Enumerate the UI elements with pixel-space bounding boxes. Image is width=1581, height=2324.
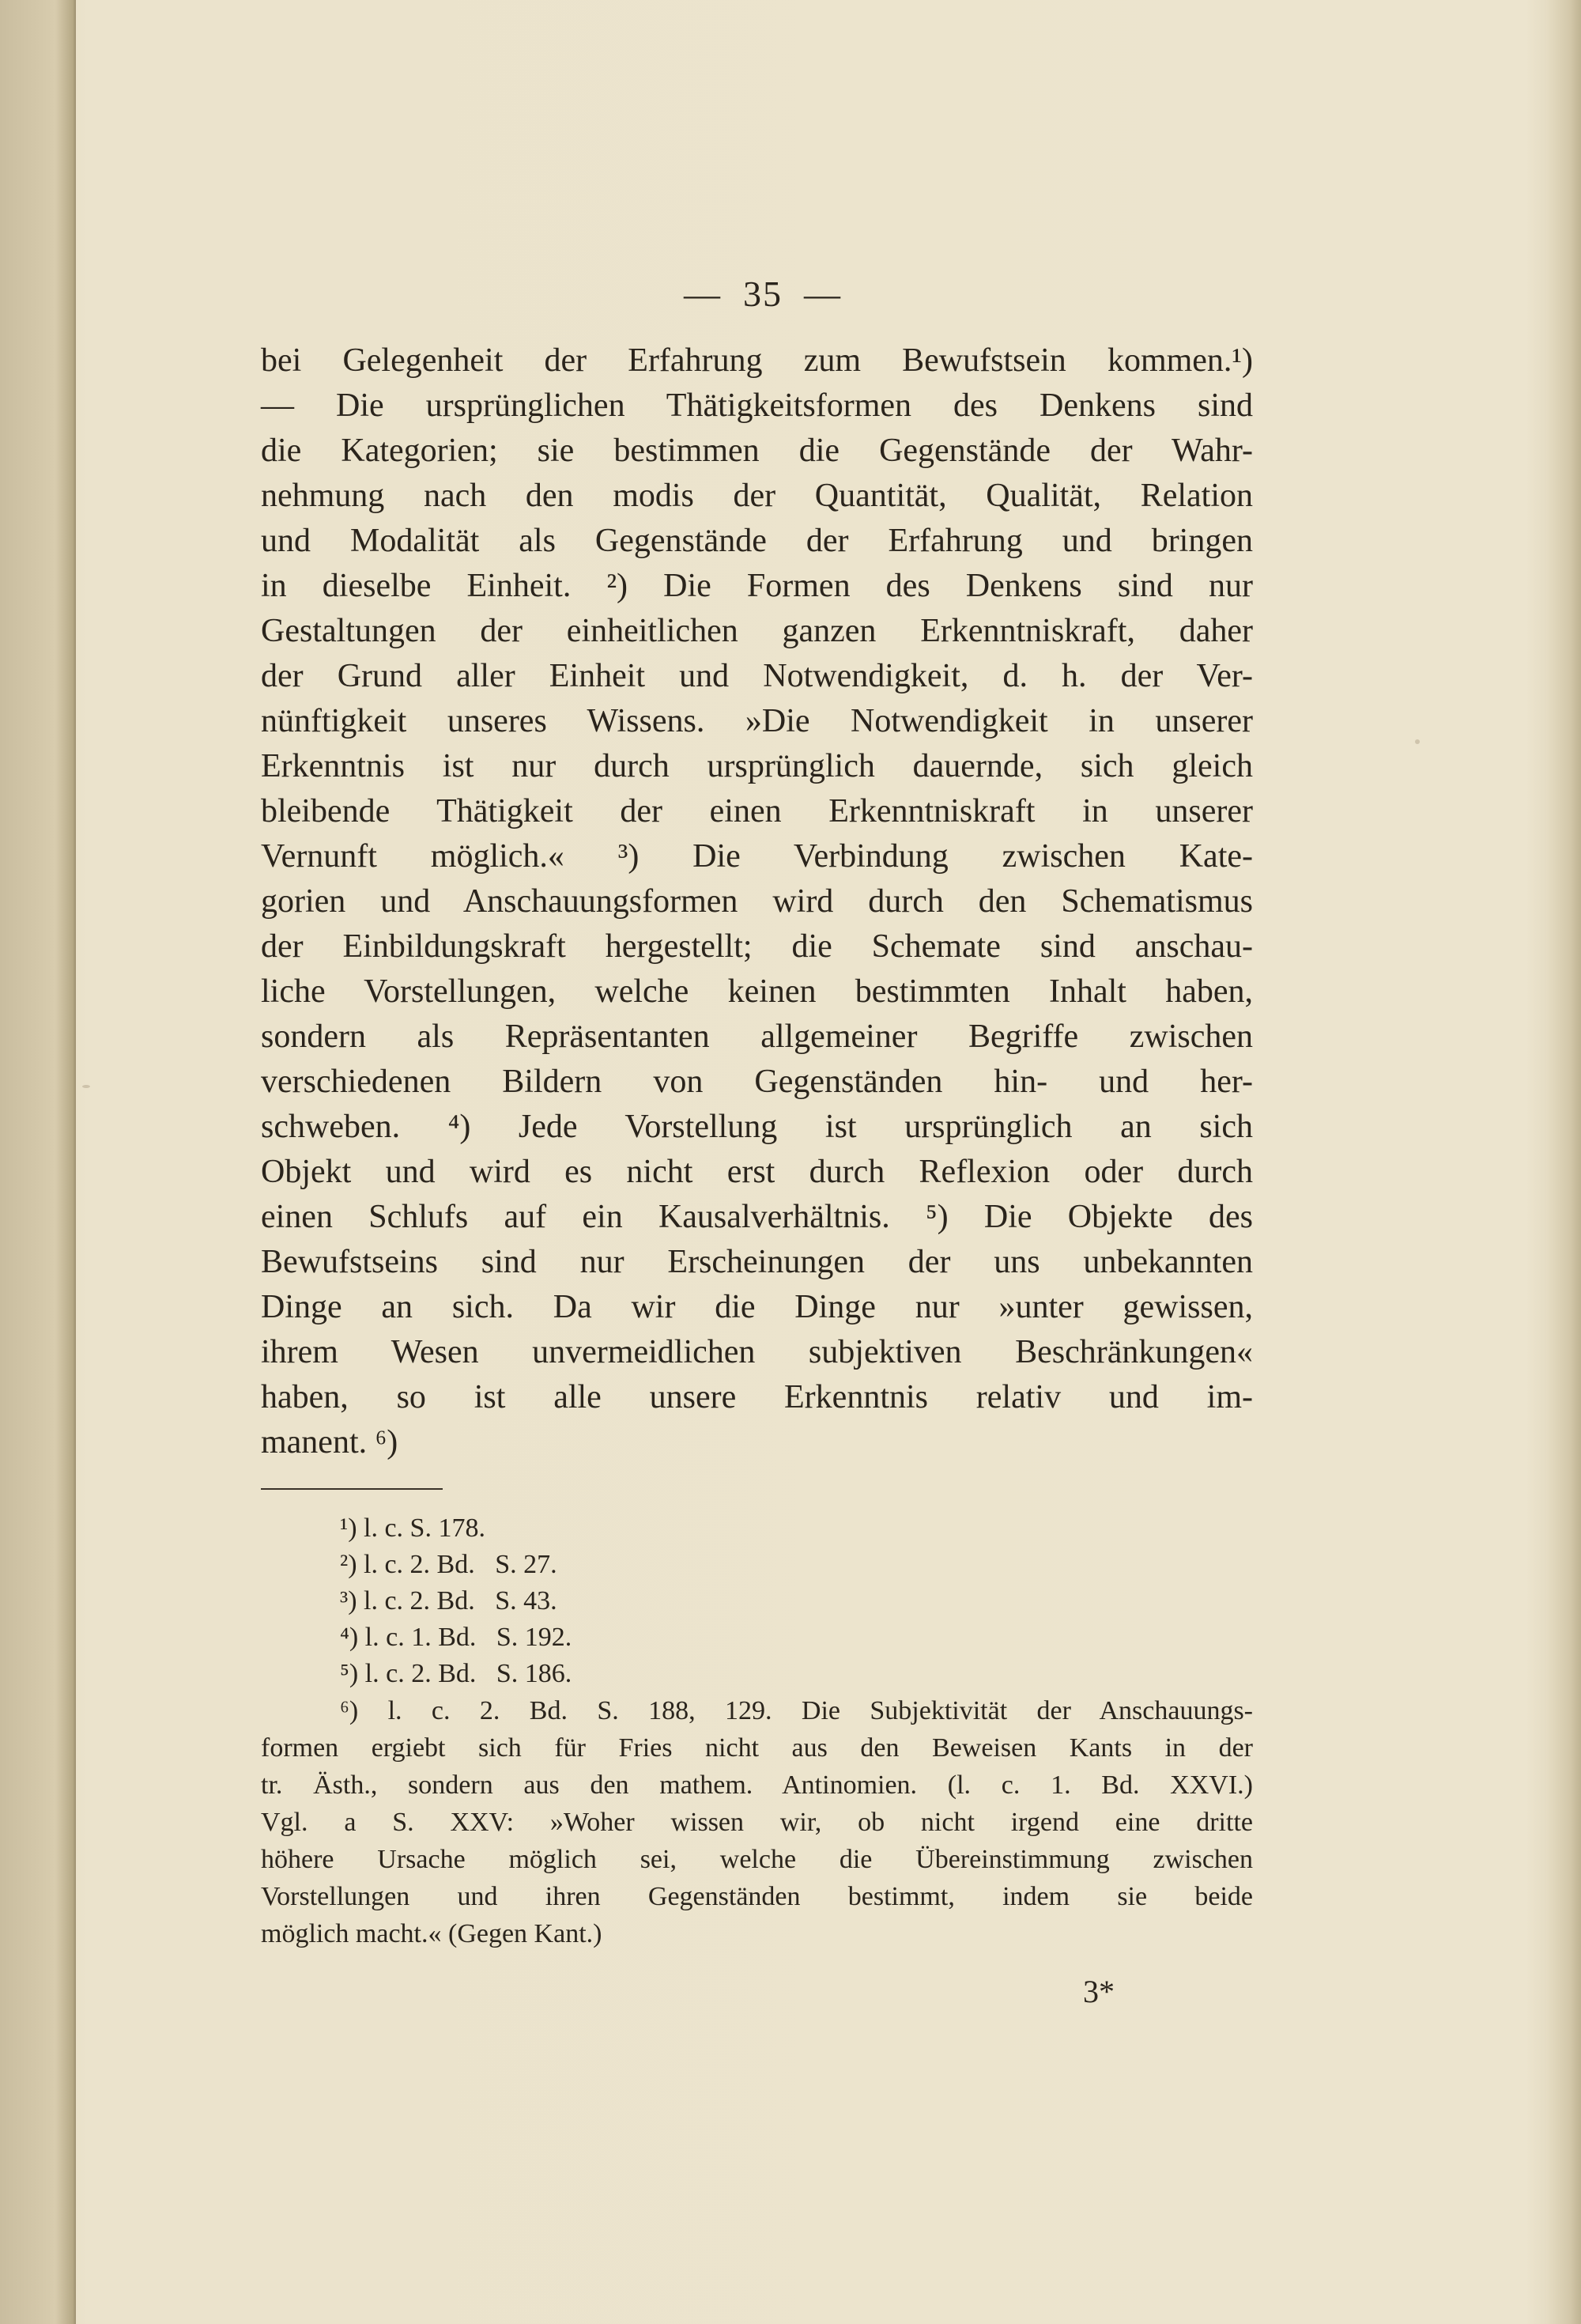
binding-gutter	[0, 0, 76, 2324]
body-line: bleibende Thätigkeit der einen Erkenntniskraft in unserer	[261, 793, 1253, 829]
paper-speck	[1415, 739, 1420, 744]
body-line: gorien und Anschauungsformen wird durch den Schematismus	[261, 883, 1253, 920]
footnote-line: Vgl. a S. XXV: »Woher wissen wir, ob nicht irgend eine dritte	[261, 1808, 1253, 1837]
footnote-line: Vorstellungen und ihren Gegenständen bestimmt, indem sie beide	[261, 1882, 1253, 1911]
footnote-line: höhere Ursache möglich sei, welche die Übereinstimmung zwischen	[261, 1845, 1253, 1874]
body-line: ihrem Wesen unvermeidlichen subjektiven Beschränkungen«	[261, 1334, 1253, 1370]
footnote: ²) l. c. 2. Bd. S. 27.	[340, 1550, 557, 1579]
page-number: — 35 —	[684, 274, 842, 314]
body-line: der Grund aller Einheit und Notwendigkeit, d. h. der Ver-	[261, 658, 1253, 694]
body-line: bei Gelegenheit der Erfahrung zum Bewufstsein kommen.¹)	[261, 342, 1253, 379]
body-line: Bewufstseins sind nur Erscheinungen der uns unbekannten	[261, 1244, 1253, 1280]
signature-mark: 3*	[1083, 1974, 1115, 2009]
footnote-line: tr. Ästh., sondern aus den mathem. Antinomien. (l. c. 1. Bd. XXVI.)	[261, 1770, 1253, 1800]
footnote-line: möglich macht.« (Gegen Kant.)	[261, 1919, 602, 1948]
body-line: manent. ⁶)	[261, 1424, 398, 1461]
body-line: Objekt und wird es nicht erst durch Reflexion oder durch	[261, 1154, 1253, 1190]
footnote: ³) l. c. 2. Bd. S. 43.	[340, 1586, 557, 1615]
body-line: Vernunft möglich.« ³) Die Verbindung zwischen Kate-	[261, 838, 1253, 875]
body-line: Dinge an sich. Da wir die Dinge nur »unter gewissen,	[261, 1289, 1253, 1325]
body-line: schweben. ⁴) Jede Vorstellung ist ursprünglich an sich	[261, 1109, 1253, 1145]
footnotes	[261, 1510, 1253, 1952]
body-line: — Die ursprünglichen Thätigkeitsformen des Denkens sind	[261, 387, 1253, 424]
footnote: ¹) l. c. S. 178.	[340, 1513, 485, 1543]
body-line: Erkenntnis ist nur durch ursprünglich dauernde, sich gleich	[261, 748, 1253, 784]
body-line: in dieselbe Einheit. ²) Die Formen des Denkens sind nur	[261, 568, 1253, 604]
body-line: und Modalität als Gegenstände der Erfahrung und bringen	[261, 523, 1253, 559]
footnote: ⁴) l. c. 1. Bd. S. 192.	[340, 1623, 572, 1652]
footnote-line: formen ergiebt sich für Fries nicht aus den Beweisen Kants in der	[261, 1733, 1253, 1763]
page-fore-edge	[1546, 0, 1581, 2324]
body-line: nehmung nach den modis der Quantität, Qualität, Relation	[261, 478, 1253, 514]
body-line: Gestaltungen der einheitlichen ganzen Erkenntniskraft, daher	[261, 613, 1253, 649]
body-line: sondern als Repräsentanten allgemeiner Begriffe zwischen	[261, 1018, 1253, 1055]
footnote-line: ⁶) l. c. 2. Bd. S. 188, 129. Die Subjektivität der Anschauungs-	[340, 1696, 1253, 1725]
body-line: verschiedenen Bildern von Gegenständen hin- und her-	[261, 1064, 1253, 1100]
body-text	[261, 338, 1253, 1465]
body-line: einen Schlufs auf ein Kausalverhältnis. ⁵) Die Objekte des	[261, 1199, 1253, 1235]
footnote: ⁵) l. c. 2. Bd. S. 186.	[340, 1659, 572, 1688]
body-line: die Kategorien; sie bestimmen die Gegenstände der Wahr-	[261, 433, 1253, 469]
body-line: nünftigkeit unseres Wissens. »Die Notwendigkeit in unserer	[261, 703, 1253, 739]
body-line: liche Vorstellungen, welche keinen bestimmten Inhalt haben,	[261, 973, 1253, 1010]
body-line: der Einbildungskraft hergestellt; die Schemate sind anschau-	[261, 928, 1253, 965]
body-line: haben, so ist alle unsere Erkenntnis relativ und im-	[261, 1379, 1253, 1415]
footnote-separator	[261, 1488, 443, 1490]
paper-speck	[82, 1085, 90, 1088]
